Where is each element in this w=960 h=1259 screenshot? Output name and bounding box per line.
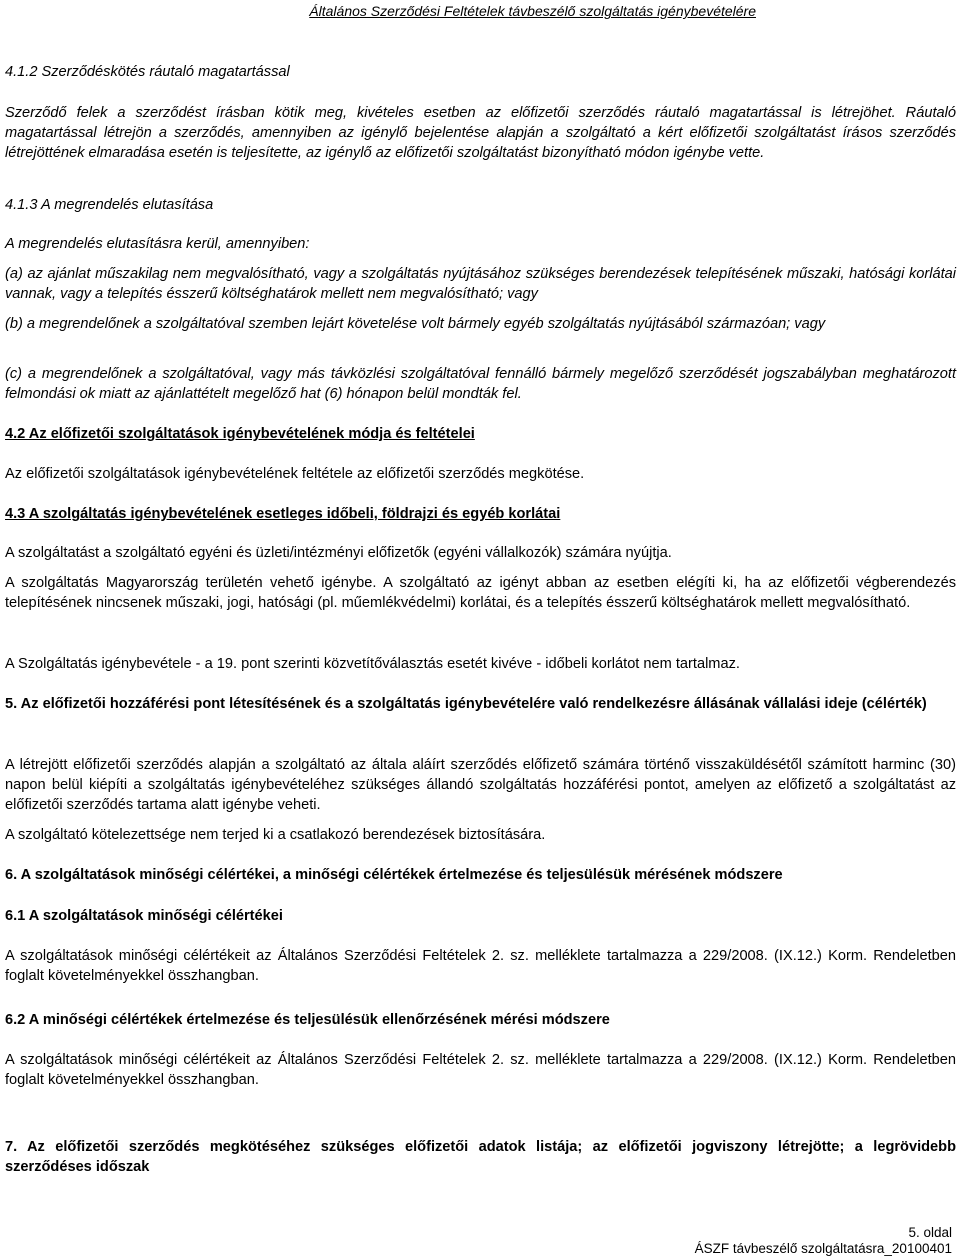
section-4-3-para-2: A szolgáltatás Magyarország területén vehető igénybe. A szolgáltató az igényt abban az esetben elégíti ki, ha az előfizetői végberendezés telepítésének nincsenek műszaki, jogi, hatósági (pl. műemlékvédelmi) korlátai, és a telepítés ésszerű költséghatárok mellett megvalósítható. (5, 575, 956, 611)
section-4-1-3-title: 4.1.3 A megrendelés elutasítása (5, 197, 214, 213)
section-4-1-3-item-b: (b) a megrendelőnek a szolgáltatóval szemben lejárt követelése volt bármely egyéb szolgáltatás nyújtásából származóan; vagy (5, 316, 826, 332)
footer-page-number: 5. oldal (908, 1225, 952, 1240)
running-header: Általános Szerződési Feltételek távbeszélő szolgáltatás igénybevételére (309, 3, 756, 19)
section-4-1-2-body: Szerződő felek a szerződést írásban kötik meg, kivételes esetben az előfizetői szerződés ráutaló magatartással is létrejöhet. Ráutaló magatartással létrejön a szerződés, amennyiben az igénylő bejelentése alapján a szolgáltató a kért előfizetői szolgáltatást írásos szerződés létrejöttének elmaradása esetén is teljesítette, az igénylő az előfizetői szolgáltatást bizonyítható módon igénybe vette. (5, 105, 956, 161)
section-7-title: 7. Az előfizetői szerződés megkötéséhez szükséges előfizetői adatok listája; az előfizetői jogviszony létrejötte; a legrövidebb szerződéses időszak (5, 1139, 956, 1175)
section-5-title: 5. Az előfizetői hozzáférési pont létesítésének és a szolgáltatás igénybevételére való rendelkezésre állásának vállalási ideje (célérték) (5, 696, 927, 712)
section-4-3-para-3: A Szolgáltatás igénybevétele - a 19. pont szerinti közvetítőválasztás esetét kivéve - időbeli korlátot nem tartalmaz. (5, 656, 740, 672)
section-4-2-title: 4.2 Az előfizetői szolgáltatások igénybevételének módja és feltételei (5, 426, 475, 442)
section-4-1-3-item-a: (a) az ajánlat műszakilag nem megvalósítható, vagy a szolgáltatás nyújtásához szükséges berendezések telepítésének műszaki, hatósági korlátai vannak, vagy a telepítés ésszerű költséghatárok mellett nem megvalósítható; vagy (5, 266, 956, 302)
section-6-1-title: 6.1 A szolgáltatások minőségi célértékei (5, 908, 283, 924)
section-4-1-3-item-c: (c) a megrendelőnek a szolgáltatóval, vagy más távközlési szolgáltatóval fennálló bármely megelőző szerződését jogszabályban meghatározott felmondási ok miatt az ajánlattételt megelőző hat (6) hónapon belül mondták fel. (5, 366, 956, 402)
section-4-1-2-title: 4.1.2 Szerződéskötés ráutaló magatartással (5, 64, 290, 80)
section-6-title: 6. A szolgáltatások minőségi célértékei, a minőségi célértékek értelmezése és teljesülésük mérésének módszere (5, 867, 783, 883)
section-4-3-title: 4.3 A szolgáltatás igénybevételének esetleges időbeli, földrajzi és egyéb korlátai (5, 506, 561, 522)
footer-document-id: ÁSZF távbeszélő szolgáltatásra_20100401 (694, 1241, 952, 1256)
section-6-1-body: A szolgáltatások minőségi célértékeit az Általános Szerződési Feltételek 2. sz. melléklete tartalmazza a 229/2008. (IX.12.) Korm. Rendeletben foglalt követelményekkel összhangban. (5, 948, 956, 984)
section-6-2-title: 6.2 A minőségi célértékek értelmezése és teljesülésük ellenőrzésének mérési módszere (5, 1012, 610, 1028)
section-6-2-body: A szolgáltatások minőségi célértékeit az Általános Szerződési Feltételek 2. sz. melléklete tartalmazza a 229/2008. (IX.12.) Korm. Rendeletben foglalt követelményekkel összhangban. (5, 1052, 956, 1088)
section-4-1-3-intro: A megrendelés elutasításra kerül, amennyiben: (5, 236, 310, 252)
section-4-3-para-1: A szolgáltatást a szolgáltató egyéni és üzleti/intézményi előfizetők (egyéni vállalkozók) számára nyújtja. (5, 545, 672, 561)
section-5-para-1: A létrejött előfizetői szerződés alapján a szolgáltató az általa aláírt szerződés előfizető számára történő visszaküldésétől számított harminc (30) napon belül kiépíti a szolgáltatás igénybevételéhez szükséges állandó szolgáltatás hozzáférési pontot, amelyen az előfizető a szolgáltatást az előfizetői szerződés tartama alatt igénybe veheti. (5, 757, 956, 813)
section-5-para-2: A szolgáltató kötelezettsége nem terjed ki a csatlakozó berendezések biztosítására. (5, 827, 546, 843)
section-4-2-body: Az előfizetői szolgáltatások igénybevételének feltétele az előfizetői szerződés megkötése. (5, 466, 585, 482)
